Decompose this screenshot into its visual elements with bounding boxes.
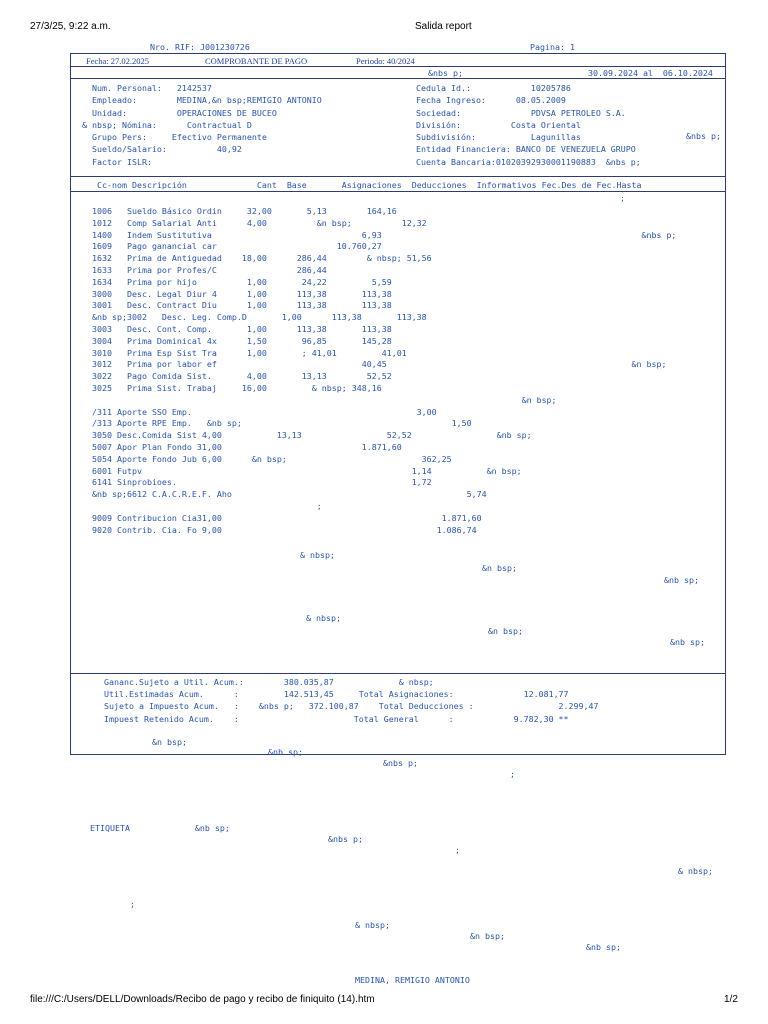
employee-line: Cuenta Bancaria:01020392930001190883 &nbs p;	[416, 156, 641, 167]
employee-line: Unidad: OPERACIONES DE BUCEO	[92, 107, 277, 118]
totals-line: Util.Estimadas Acum. : 142.513,45 Total Asignaciones: 12.081,77	[104, 689, 569, 700]
table-row: 1012 Comp Salarial Anti 4,00 &n bsp; 12,32	[92, 217, 427, 228]
nbsp-fragment: &nbs p;	[328, 834, 363, 844]
table-row: 3003 Desc. Cont. Comp. 1,00 113,38 113,38	[92, 323, 392, 334]
employee-line: & nbsp; Nómina: Contractual D	[82, 119, 252, 130]
table-row: ;	[92, 500, 322, 511]
header-divider	[70, 78, 726, 79]
etiqueta-label: ETIQUETA &nb sp;	[90, 823, 230, 833]
signature-name: MEDINA, REMIGIO ANTONIO	[355, 975, 470, 985]
employee-line: Fecha Ingreso: 08.05.2009	[416, 95, 566, 106]
table-row: 5007 Apor Plan Fondo 31,00 1.871,60	[92, 441, 402, 452]
title-divider	[70, 66, 726, 67]
nbsp-fragment: &nb sp;	[664, 575, 699, 585]
nbsp-fragment: & nbsp;	[306, 613, 341, 623]
totals-line: Gananc.Sujeto a Util. Acum.: 380.035,87 & nbsp;	[104, 677, 434, 687]
table-row: 6001 Futpv 1,14 &n bsp;	[92, 465, 522, 476]
nbsp-fragment: &n bsp;	[482, 563, 517, 573]
table-row: 1634 Prima por hijo 1,00 24,22 5,59	[92, 276, 392, 287]
employee-divider	[70, 176, 726, 177]
table-row: 1400 Indem Sustitutiva 6,93 &nbs p;	[92, 229, 677, 240]
employee-line: Factor ISLR:	[92, 156, 152, 167]
table-row: &nb sp;3002 Desc. Leg. Comp.D 1,00 113,38 113,38	[92, 312, 427, 323]
totals-line: Impuest Retenido Acum. : Total General : 9.782,30 **	[104, 713, 569, 724]
table-row: 1632 Prima de Antiguedad 18,00 286,44 & nbsp; 51,56	[92, 253, 432, 264]
employee-left-block	[82, 82, 322, 168]
nbsp-fragment: & nbsp;	[355, 920, 390, 930]
periodo: Periodo: 40/2024	[356, 56, 415, 66]
table-row: 9020 Contrib. Cia. Fo 9,00 1.086,74	[92, 524, 477, 535]
nbsp-fragment: &n bsp;	[152, 737, 187, 747]
period-range: 30.09.2024 al 06.10.2024	[588, 68, 713, 78]
table-row: 6141 Sinprobioes. 1,72	[92, 477, 432, 488]
table-header: Cc-nom Descripción Cant Base Asignaciones Deducciones Informativos Fec.Des de Fec.Hasta	[97, 180, 642, 190]
nbsp-fragment: ;	[510, 769, 515, 779]
page-number: Pagina: 1	[530, 42, 575, 52]
print-title: Salida report	[415, 21, 472, 32]
totals-divider	[70, 673, 726, 674]
nbsp-fragment: &nb sp;	[268, 747, 303, 757]
table-row: 3000 Desc. Legal Diur 4 1,00 113,38 113,38	[92, 288, 392, 299]
employee-right-block	[416, 82, 641, 168]
table-row: 1006 Sueldo Básico Ordin 32,00 5,13 164,16	[92, 206, 397, 216]
table-row: 3012 Prima por labor ef 40,45 &n bsp;	[92, 359, 667, 370]
nbsp-fragment: &nbs p;	[383, 758, 418, 768]
table-row: 3025 Prima Sist. Trabaj 16,00 & nbsp; 348,16	[92, 382, 382, 393]
table-row: /313 Aporte RPE Emp. &nb sp; 1,50	[92, 418, 472, 429]
document-title: COMPROBANTE DE PAGO	[205, 56, 308, 66]
nbsp-fragment: &nb sp;	[586, 942, 621, 952]
employee-line: Grupo Pers: Efectivo Permanente	[92, 132, 267, 143]
print-file-path: file:///C:/Users/DELL/Downloads/Recibo de pago y recibo de finiquito (14).htm	[30, 994, 375, 1005]
table-row: 3004 Prima Dominical 4x 1,50 96,85 145,28	[92, 335, 392, 346]
nbsp-fragment: &nbs p;	[428, 68, 463, 78]
employee-line: Num. Personal: 2142537	[92, 83, 212, 93]
table-header-divider	[70, 191, 726, 192]
nbsp-fragment: &nbs p;	[686, 131, 721, 141]
table-row: 3010 Prima Esp Sist Tra 1,00 ; 41,01 41,01	[92, 347, 407, 358]
nbsp-fragment: & nbsp;	[300, 550, 335, 560]
table-row: 1633 Prima por Profes/C 286,44	[92, 264, 327, 275]
table-row: 3001 Desc. Contract Diu 1,00 113,38 113,38	[92, 300, 392, 311]
employee-line: Sueldo/Salario: 40,92	[92, 144, 242, 155]
table-row: &nb sp;6612 C.A.C.R.E.F. Aho 5,74	[92, 489, 487, 500]
employee-line: División: Costa Oriental	[416, 119, 581, 130]
totals-block	[104, 676, 599, 725]
nbsp-fragment: ;	[130, 899, 135, 909]
nbsp-fragment: &nb sp;	[670, 637, 705, 647]
concept-table	[92, 206, 676, 536]
rif-number: Nro. RIF: J001230726	[150, 42, 250, 52]
employee-line: Empleado: MEDINA,&n bsp;REMIGIO ANTONIO	[92, 95, 322, 106]
employee-line: Cedula Id.: 10205786	[416, 83, 571, 93]
table-row: &n bsp;	[92, 394, 557, 405]
fecha: Fecha: 27.02.2025	[86, 56, 150, 66]
employee-line: Subdivisión: Lagunillas	[416, 132, 581, 143]
table-row: 3022 Pago Comida Sist. 4,00 13,13 52,52	[92, 371, 392, 382]
table-row: /311 Aporte SSO Emp. 3,00	[92, 406, 437, 417]
nbsp-fragment: &n bsp;	[470, 931, 505, 941]
employee-line: Entidad Financiera: BANCO DE VENEZUELA GRUPO	[416, 144, 636, 155]
table-header-fragment: ;	[620, 193, 625, 203]
nbsp-fragment: & nbsp;	[678, 866, 713, 876]
employee-line: Sociedad: PDVSA PETROLEO S.A.	[416, 107, 626, 118]
table-row: 3050 Desc.Comida Sist 4,00 13,13 52,52 &nb sp;	[92, 430, 532, 441]
print-page-number: 1/2	[724, 994, 738, 1005]
table-row: 1609 Pago ganancial car 10.760,27	[92, 241, 382, 252]
nbsp-fragment: &n bsp;	[488, 626, 523, 636]
table-row: 5054 Aporte Fondo Jub 6,00 &n bsp; 362,25	[92, 453, 452, 464]
nbsp-fragment: ;	[455, 845, 460, 855]
print-datetime: 27/3/25, 9:22 a.m.	[30, 21, 111, 32]
totals-line: Sujeto a Impuesto Acum. : &nbs p; 372.100,87 Total Deducciones : 2.299,47	[104, 701, 599, 712]
table-row: 9009 Contribucion Cia31,00 1.871,60	[92, 512, 482, 523]
